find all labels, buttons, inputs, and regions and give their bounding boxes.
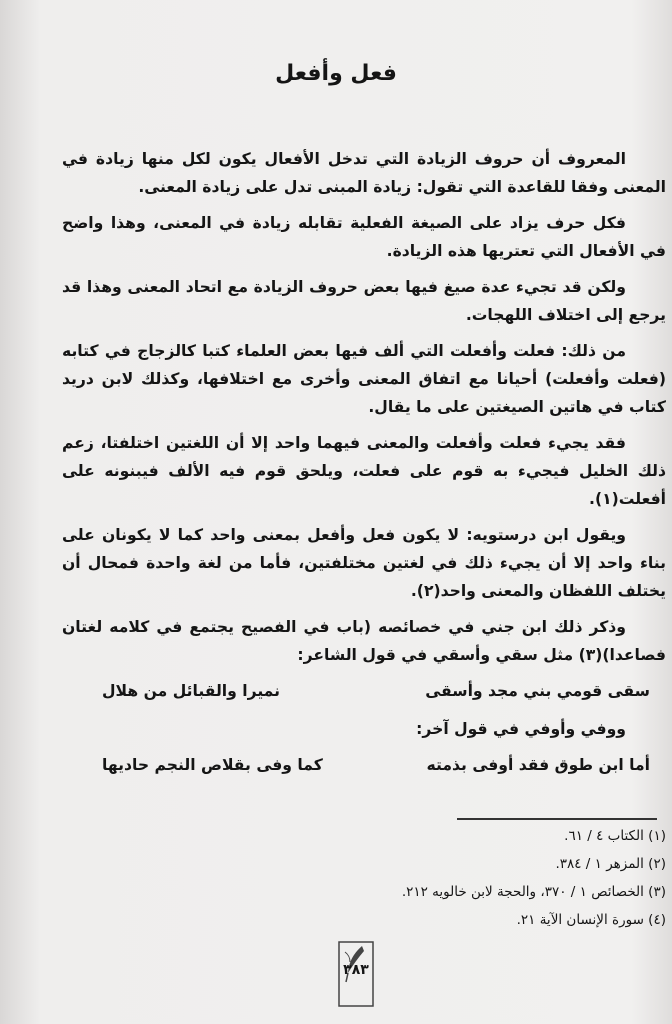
- footnote-1: (١) الكتاب ٤ / ٦١.: [564, 828, 666, 844]
- poetry-verse-1: [62, 677, 666, 705]
- page-title: فعل وأفعل: [275, 61, 397, 86]
- footnote-3: (٣) الخصائص ١ / ٣٧٠، والحجة لابن خالويه ٢١٢.: [401, 884, 666, 900]
- verse-introduction: ووفي وأوفي في قول آخر:: [416, 720, 626, 738]
- main-text: [62, 145, 666, 789]
- footnotes: [110, 822, 666, 934]
- paragraph-4: من ذلك: فعلت وأفعلت التي ألف فيها بعض العلماء كتبا كالزجاج في كتابه (فعلت وأفعلت) أحيانا مع اتفاق المعنى وأخرى مع اختلافها، وكذلك لابن دريد كتاب في هاتين الصيغتين على ما يقال.: [62, 342, 666, 416]
- page-number-ornament: [337, 940, 375, 1008]
- verse-1-first-hemistich: سقى قومي بني مجد وأسقى: [425, 682, 650, 700]
- paragraph-2: فكل حرف يزاد على الصيغة الفعلية تقابله زيادة في المعنى، وهذا واضح في الأفعال التي تعتريها هذه الزيادة.: [62, 214, 666, 260]
- verse-1-second-hemistich: نميرا والقبائل من هلال: [102, 682, 280, 700]
- footnote-4: (٤) سورة الإنسان الآية ٢١.: [516, 912, 666, 928]
- ornament-flourish-icon: [345, 952, 350, 962]
- poetry-verse-2: [62, 751, 666, 779]
- footnote-2: (٢) المزهر ١ / ٣٨٤.: [555, 856, 666, 872]
- footnote-divider: [457, 818, 657, 820]
- verse-2-second-hemistich: كما وفى بقلاص النجم حاديها: [102, 756, 323, 774]
- paragraph-7: وذكر ذلك ابن جني في خصائصه (باب في الفصيح يجتمع في كلامه لغتان فصاعدا)(٣) مثل سقي وأسقي في قول الشاعر:: [62, 618, 666, 664]
- page-number: ٣٨٣: [343, 962, 369, 978]
- paragraph-5: فقد يجيء فعلت وأفعلت والمعنى فيهما واحد إلا أن اللغتين اختلفتا، زعم ذلك الخليل فيجيء به قوم على فعلت، ويلحق قوم فيه الألف فيبنونه على أفعلت(١).: [62, 434, 666, 508]
- paragraph-1: المعروف أن حروف الزيادة التي تدخل الأفعال يكون لكل منها زيادة في المعنى وفقا للقاعدة التي تقول: زيادة المبنى تدل على زيادة المعنى.: [62, 150, 666, 196]
- verse-2-first-hemistich: أما ابن طوق فقد أوفى بذمته: [426, 756, 650, 774]
- paragraph-6: ويقول ابن درستويه: لا يكون فعل وأفعل بمعنى واحد كما لا يكونان على بناء واحد إلا أن يجيء ذلك في لغتين مختلفتين، فأما من لغة واحدة فمحال أن يختلف اللفظان والمعنى واحد(٢).: [62, 526, 666, 600]
- paragraph-3: ولكن قد تجيء عدة صيغ فيها بعض حروف الزيادة مع اتحاد المعنى وهذا قد يرجع إلى اختلاف اللهجات.: [62, 278, 666, 324]
